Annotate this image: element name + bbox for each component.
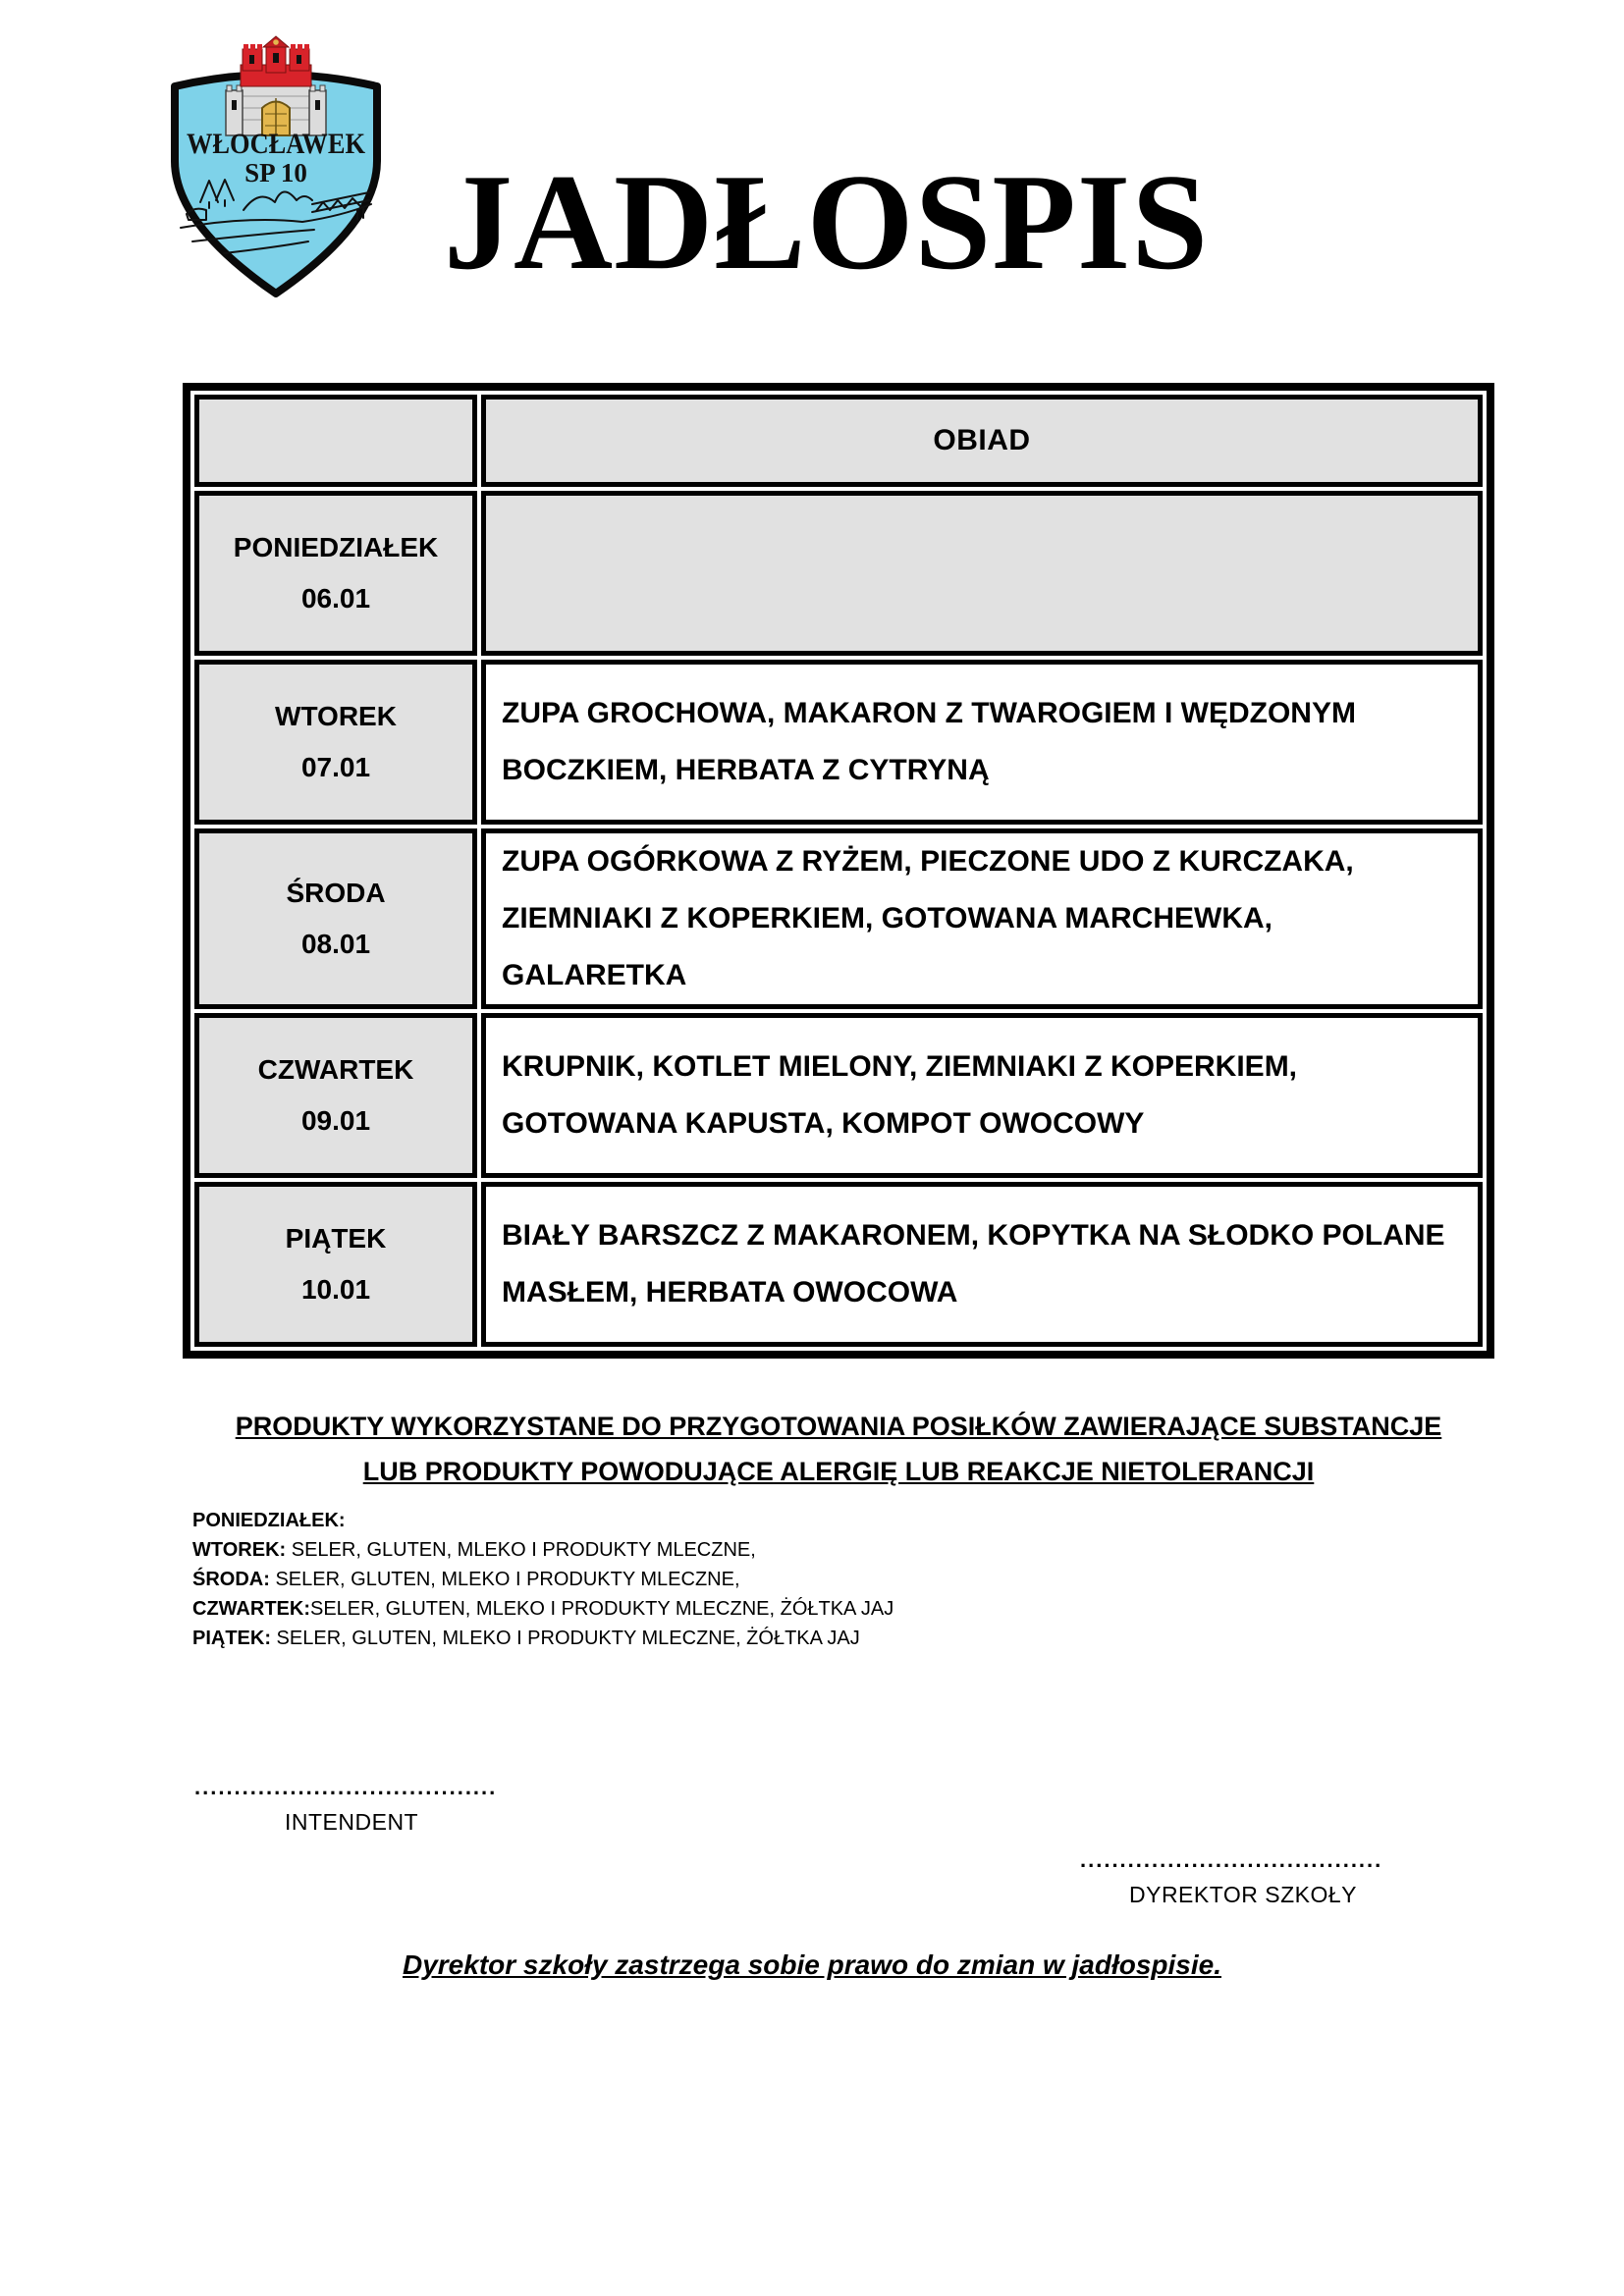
allergen-list bbox=[192, 1506, 1371, 1653]
table-row-monday bbox=[194, 491, 1483, 656]
day-date: 06.01 bbox=[300, 583, 371, 614]
allergen-day-value: SELER, GLUTEN, MLEKO I PRODUKTY MLECZNE, ŻÓŁTKA JAJ bbox=[271, 1628, 860, 1649]
castle-emblem bbox=[226, 36, 326, 135]
header-day-cell bbox=[194, 395, 477, 487]
menu-table bbox=[183, 383, 1494, 1359]
day-cell bbox=[194, 1182, 477, 1347]
meal-cell: BIAŁY BARSZCZ Z MAKARONEM, KOPYTKA NA SŁODKO POLANE MASŁEM, HERBATA OWOCOWA bbox=[481, 1182, 1483, 1347]
meal-cell: ZUPA GROCHOWA, MAKARON Z TWAROGIEM I WĘDZONYM BOCZKIEM, HERBATA Z CYTRYNĄ bbox=[481, 660, 1483, 825]
day-cell bbox=[194, 660, 477, 825]
logo-school-text: SP 10 bbox=[244, 158, 307, 187]
allergen-day-label: PONIEDZIAŁEK: bbox=[192, 1510, 346, 1531]
day-name: CZWARTEK bbox=[257, 1054, 414, 1085]
allergen-day-value: SELER, GLUTEN, MLEKO I PRODUKTY MLECZNE, ŻÓŁTKA JAJ bbox=[309, 1598, 894, 1620]
meal-cell bbox=[481, 491, 1483, 656]
table-row-friday bbox=[194, 1182, 1483, 1347]
day-date: 08.01 bbox=[300, 929, 371, 959]
allergen-item-friday bbox=[192, 1624, 1371, 1653]
allergen-day-label: ŚRODA: bbox=[192, 1569, 270, 1590]
table-row-wednesday bbox=[194, 828, 1483, 1009]
allergen-heading bbox=[183, 1404, 1494, 1494]
allergen-heading-line2: LUB PRODUKTY POWODUJĄCE ALERGIĘ LUB REAKCJE NIETOLERANCJI bbox=[362, 1457, 1315, 1486]
day-date: 07.01 bbox=[300, 752, 371, 782]
footer-note: Dyrektor szkoły zastrzega sobie prawo do zmian w jadłospisie. bbox=[402, 1949, 1222, 1980]
allergen-day-label: PIĄTEK: bbox=[192, 1628, 271, 1649]
allergen-day-label: CZWARTEK: bbox=[192, 1598, 310, 1620]
day-name: PIĄTEK bbox=[285, 1223, 387, 1254]
allergen-day-label: WTOREK: bbox=[192, 1539, 287, 1561]
day-cell bbox=[194, 491, 477, 656]
logo-city-text: WŁOCŁAWEK bbox=[187, 128, 366, 160]
intendent-signature-line: ...................................... bbox=[194, 1775, 498, 1799]
director-label: DYREKTOR SZKOŁY bbox=[1129, 1882, 1358, 1907]
allergen-item-thursday bbox=[192, 1594, 1371, 1624]
day-date: 09.01 bbox=[300, 1105, 371, 1136]
allergen-day-value: SELER, GLUTEN, MLEKO I PRODUKTY MLECZNE, bbox=[269, 1569, 740, 1590]
meal-cell: KRUPNIK, KOTLET MIELONY, ZIEMNIAKI Z KOPERKIEM, GOTOWANA KAPUSTA, KOMPOT OWOCOWY bbox=[481, 1013, 1483, 1178]
day-date: 10.01 bbox=[300, 1274, 371, 1305]
allergen-item-monday bbox=[192, 1506, 1371, 1535]
day-cell bbox=[194, 1013, 477, 1178]
meal-cell: ZUPA OGÓRKOWA Z RYŻEM, PIECZONE UDO Z KURCZAKA, ZIEMNIAKI Z KOPERKIEM, GOTOWANA MARCHEWKA, GALARETKA bbox=[481, 828, 1483, 1009]
day-name: PONIEDZIAŁEK bbox=[233, 532, 439, 562]
allergen-day-value: SELER, GLUTEN, MLEKO I PRODUKTY MLECZNE, bbox=[286, 1539, 756, 1561]
table-row-tuesday bbox=[194, 660, 1483, 825]
day-name: WTOREK bbox=[275, 701, 397, 731]
allergen-heading-line1: PRODUKTY WYKORZYSTANE DO PRZYGOTOWANIA POSIŁKÓW ZAWIERAJĄCE SUBSTANCJE bbox=[235, 1412, 1442, 1441]
table-header-row bbox=[194, 395, 1483, 487]
day-cell bbox=[194, 828, 477, 1009]
school-crest-logo bbox=[165, 35, 387, 302]
day-name: ŚRODA bbox=[286, 878, 386, 908]
header-meal-cell: OBIAD bbox=[481, 395, 1483, 487]
allergen-item-wednesday bbox=[192, 1565, 1371, 1594]
table-row-thursday bbox=[194, 1013, 1483, 1178]
allergen-item-tuesday bbox=[192, 1535, 1371, 1565]
intendent-label: INTENDENT bbox=[285, 1809, 419, 1835]
page-title: JADŁOSPIS bbox=[444, 146, 1210, 298]
director-signature-line: ...................................... bbox=[1080, 1847, 1383, 1872]
